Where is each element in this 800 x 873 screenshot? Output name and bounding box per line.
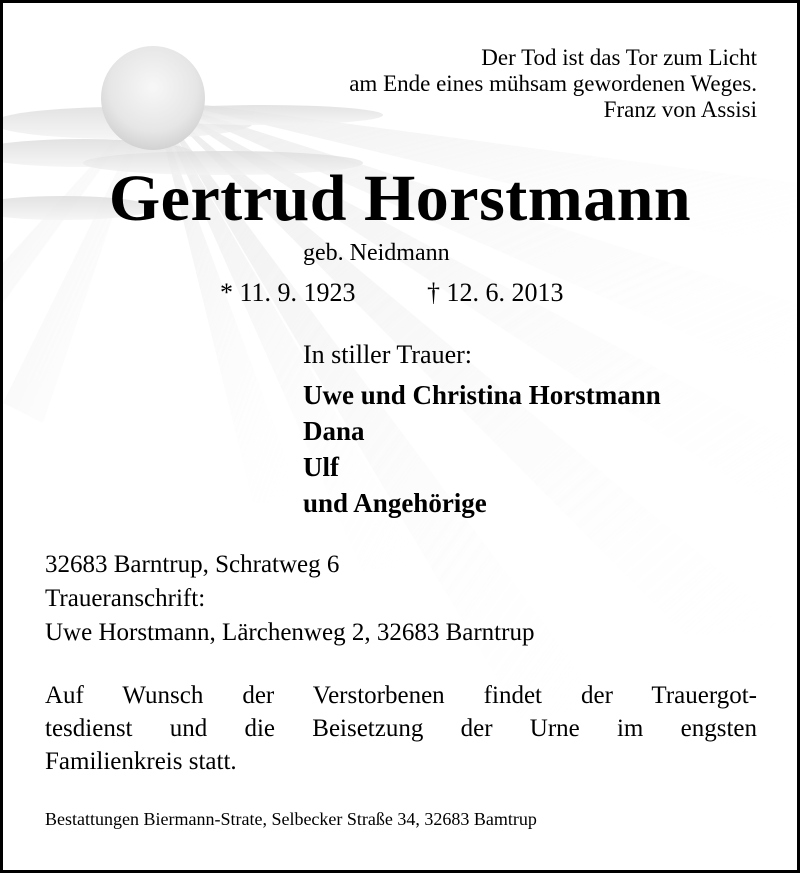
- statement-line: Familienkreis statt.: [45, 748, 237, 775]
- statement-line: tesdienst und die Beisetzung der Urne im engsten: [45, 715, 757, 742]
- funeral-statement: [45, 679, 757, 778]
- birth-name: geb. Neidmann: [303, 240, 450, 266]
- motto-quote: [349, 45, 757, 123]
- motto-line: am Ende eines mühsam gewordenen Weges.: [349, 71, 757, 96]
- mourning-intro: In stiller Trauer:: [303, 340, 472, 369]
- mourners-list: [303, 377, 661, 521]
- residence-address: 32683 Barntrup, Schratweg 6: [45, 551, 340, 578]
- mourner-name: Ulf: [303, 452, 339, 482]
- motto-line: Der Tod ist das Tor zum Licht: [481, 45, 757, 70]
- deceased-name: Gertrud Horstmann: [108, 162, 692, 235]
- address-block: [45, 548, 534, 650]
- motto-author: Franz von Assisi: [603, 97, 757, 122]
- condolence-label: Traueranschrift:: [45, 585, 206, 612]
- mourner-name: und Angehörige: [303, 488, 487, 518]
- statement-line: Auf Wunsch der Verstorbenen findet der Trauergot-: [45, 682, 757, 709]
- undertaker-info: Bestattungen Biermann-Strate, Selbecker Straße 34, 32683 Bamtrup: [45, 809, 537, 829]
- notice-content: [3, 3, 797, 870]
- condolence-address: Uwe Horstmann, Lärchenweg 2, 32683 Barntrup: [45, 619, 535, 646]
- mourner-name: Dana: [303, 416, 365, 446]
- mourner-name: Uwe und Christina Horstmann: [303, 380, 661, 410]
- death-date: † 12. 6. 2013: [427, 278, 564, 307]
- birth-date: * 11. 9. 1923: [220, 278, 356, 307]
